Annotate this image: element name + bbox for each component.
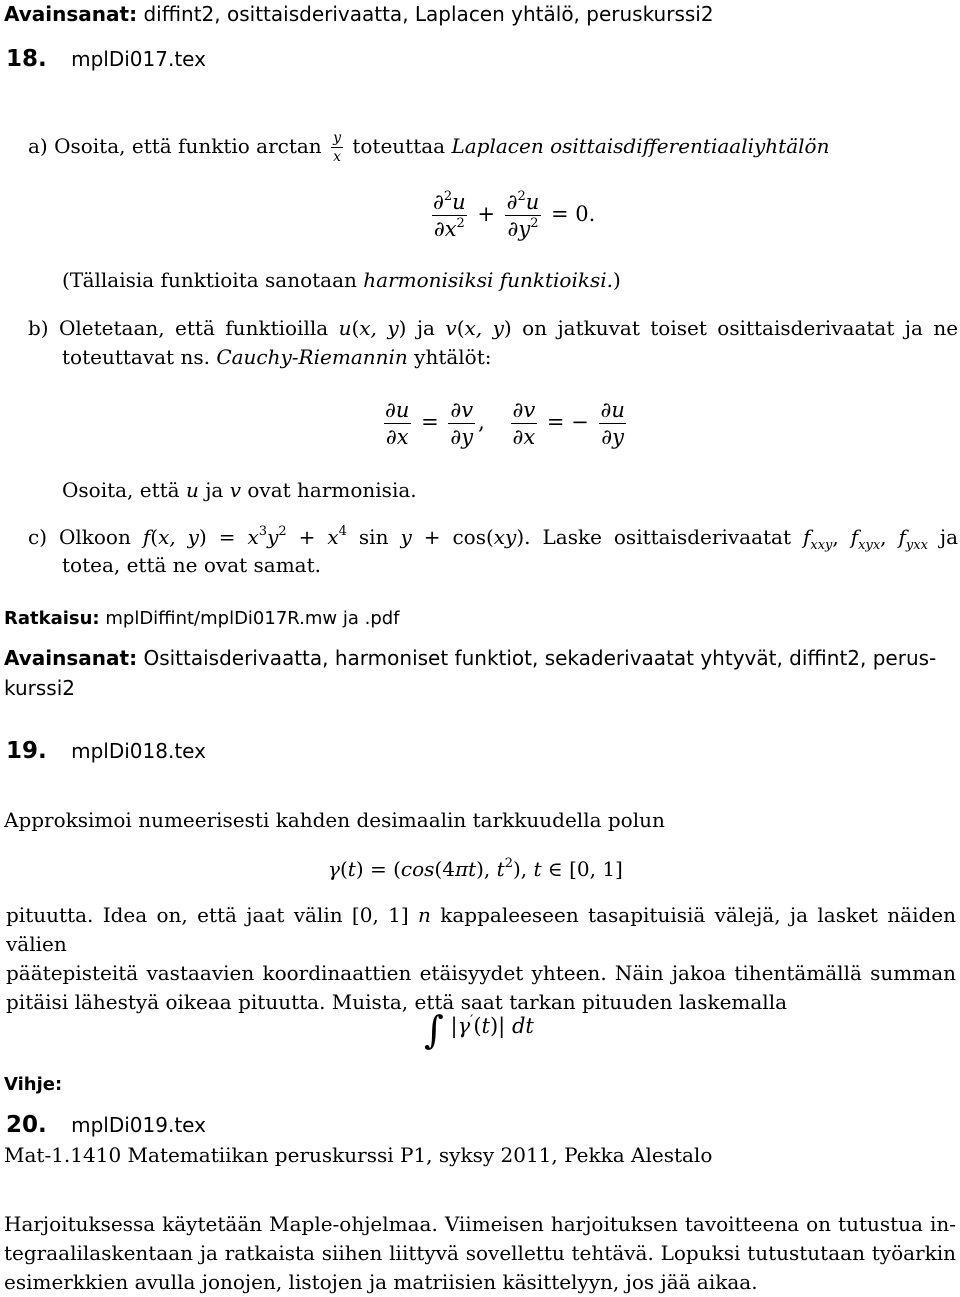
keywords-line-2-cont: kurssi2 xyxy=(4,676,75,700)
arc-length-integral: ∫ |γ′(t)| dt xyxy=(424,1008,534,1052)
fraction-y-over-x: $\frac{y}{x}$ xyxy=(333,130,341,166)
solution-line xyxy=(4,608,400,629)
keywords-line-2: Avainsanat: Osittaisderivaatta, harmoniset funktiot, sekaderivaatat yhtyvät, diffint2, perus- xyxy=(4,646,937,670)
part-a-prefix: a) Osoita, että funktio arctan xyxy=(28,134,322,159)
part-c-line2: totea, että ne ovat samat. xyxy=(62,553,321,577)
exercise-20-paragraph: Harjoituksessa käytetään Maple-ohjelmaa. Viimeisen harjoituksen tavoitteena on tutustua in- tegraalilaskentaan ja ratkaista siihen liittyvä sovellettu tehtävä. Lopuksi tutustutaan työarkin esimerkkien avulla jonojen, listojen ja matriisien käsittelyyn, jos jää aikaa. xyxy=(4,1212,956,1294)
exercise-file: mplDi017.tex xyxy=(71,47,206,71)
solution-label: Ratkaisu: xyxy=(4,608,100,629)
exercise-19-intro: Approksimoi numeerisesti kahden desimaalin tarkkuudella polun xyxy=(4,808,665,832)
part-a-middle: toteuttaa xyxy=(352,134,446,159)
course-info: Mat-1.1410 Matematiikan peruskurssi P1, syksy 2011, Pekka Alestalo xyxy=(4,1143,713,1167)
part-c-line1: c) Olkoon f(x, $y) = x^3y^2 + x^4$ sin y + cos(xy). Laske osittaisderivaatat $f_{xxy}$, $f_{xyx}$, $f_{yxx}$ ja xyxy=(28,524,959,553)
exercise-20-header: 20. mplDi019.tex xyxy=(6,1112,206,1138)
part-a-line xyxy=(28,130,829,165)
keywords-line xyxy=(4,2,714,26)
exercise-19-paragraph: pituutta. Idea on, että jaat välin [0, 1] n kappaleeseen tasapituisiä välejä, ja lasket näiden välien päätepisteitä vastaavien koordinaattien etäisyydet yhteen. Näin jakoa tihentämällä summan pitäisi lähestyä oikeaa pituutta. Muista, että saat tarkan pituuden laskemalla xyxy=(6,903,957,1014)
exercise-18-header xyxy=(6,46,206,72)
laplace-equation: $\frac{\partial^2u}{\partial x^2}$ + $\frac{\partial^2u}{\partial y^2}$ = 0. xyxy=(433,189,596,242)
curve-equation: γ(t) = (cos(4πt), $t^2$), t ∈ [0, 1] xyxy=(328,856,623,881)
part-b-line1: b) Oletetaan, että funktioilla u(x, y) ja v(x, y) on jatkuvat toiset osittaisderivaatat ja ne xyxy=(28,316,959,340)
part-a-italic: Laplacen osittaisdifferentiaaliyhtälön xyxy=(451,134,830,159)
keywords-text: diffint2, osittaisderivaatta, Laplacen yhtälö, peruskurssi2 xyxy=(137,2,714,26)
part-b-line2: toteuttavat ns. Cauchy-Riemannin yhtälöt: xyxy=(62,345,492,369)
exercise-number: 18. xyxy=(6,46,47,72)
keywords-label: Avainsanat: xyxy=(4,2,138,26)
solution-link[interactable]: mplDiffint/mplDi017R.mw ja .pdf xyxy=(105,608,400,629)
exercise-19-header: 19. mplDi018.tex xyxy=(6,738,206,764)
cauchy-riemann-equations: $\frac{\partial u}{\partial x}$ = $\frac{\partial v}{\partial y}$ , $\frac{\partial v}{\partial x}$ = − $\frac{\partial u}{\partial y}$ xyxy=(385,398,625,450)
harmonic-note: (Tällaisia funktioita sanotaan harmonisiksi funktioiksi.) xyxy=(62,268,621,292)
part-b-show: Osoita, että u ja v ovat harmonisia. xyxy=(62,478,417,502)
hint-label: Vihje: xyxy=(4,1074,63,1095)
